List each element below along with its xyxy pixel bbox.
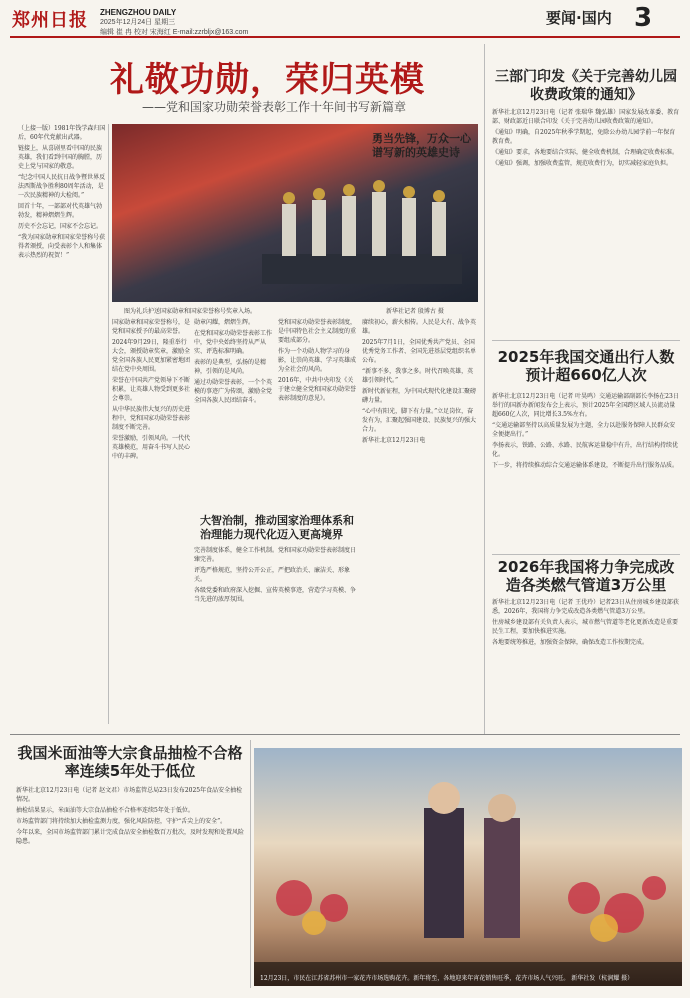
- flower-market-illustration: [254, 748, 682, 986]
- lead-paragraph: 从中华民族伟大复兴的历史进程中，党和国家功勋荣誉表彰制度不断完善。: [112, 406, 190, 431]
- lead-paragraph: 勋章闪耀，熠熠生辉。: [194, 319, 255, 326]
- lead-subhead: ——党和国家功勋荣誉表彰工作十年间书写新篇章: [142, 100, 407, 114]
- story-divider: [492, 554, 680, 555]
- right-story-1-title: 三部门印发《关于完善幼儿园收费政策的通知》: [495, 69, 677, 103]
- right-paragraph: 新华社北京12月23日电（记者 张瑞华 魏弘雄）国家发展改革委、教育部、财政部近日联合印发《关于完善幼儿园收费政策的通知》。: [492, 109, 680, 125]
- section-label: 要闻·国内: [546, 9, 612, 27]
- mid-subtitle-1: 大智治制，推动国家治理体系和治理能力现代化迈入更高境界: [200, 514, 354, 541]
- page-number: 3: [634, 3, 653, 33]
- right-paragraph: 新华社北京12月23日电（记者 王优玲）记者23日从住房城乡建设部获悉，2026年，我国将力争完成改造各类燃气管道3万公里。: [492, 599, 679, 615]
- flower-photo-caption-text: 12月23日，市民在江苏省苏州市一家花卉市场选购花卉。新年将至，各地迎来年宵花销售旺季，花卉市场人气兴旺。: [260, 975, 570, 982]
- lead-paragraph: “我为国家勋章和国家荣誉称号获得者颁授，向受表彰个人和集体表示热烈的祝贺！”: [18, 234, 106, 259]
- lead-photo-credit: 新华社记者 殷博古 摄: [386, 308, 444, 315]
- mid-dateline: 新华社北京12月23日电: [362, 437, 426, 444]
- masthead-email: E-mail:zzrbljx@163.com: [172, 29, 249, 36]
- right-paragraph: “交通运输部坚持以高质量发展为主题，全力以赴服务保障人民群众安全便捷出行。”: [492, 422, 676, 438]
- lead-column-2: [112, 318, 190, 730]
- flower-market-photo: [254, 748, 682, 986]
- bottom-paragraph: 新华社北京12月23日电（记者 赵文君）市场监管总局23日发布2025年食品安全抽检情况。: [16, 787, 243, 803]
- lead-paragraph: 党和国家功勋荣誉表彰制度，是中国特色社会主义制度的重要组成部分。: [278, 319, 357, 344]
- mid-paragraph: “新事不多，我事之多。时代召唤英雄，英雄引领时代。”: [362, 368, 474, 384]
- bottom-paragraph: 市场监管部门将持续加大抽检监测力度，强化风险防控，守护“舌尖上的安全”。: [16, 818, 227, 825]
- section-divider: [10, 734, 680, 735]
- lead-paragraph: 2024年9月29日，隆重举行大会，颁授勋章奖章，激励全党全国各族人民更加紧密地团结在党中央周围。: [112, 339, 190, 373]
- flower-photo-caption: [260, 974, 670, 983]
- mid-paragraph: “心中有阳光，脚下有力量。”立足岗位，奋发有为，汇聚起强国建设、民族复兴的强大合力。: [362, 408, 477, 433]
- masthead-en-name: ZHENGZHOU DAILY: [100, 8, 177, 17]
- right-paragraph: 《通知》要求，各地要结合实际，健全收费机制，合理确定收费标准。: [492, 149, 679, 156]
- lead-photo-caption: 图为礼兵护送国家勋章和国家荣誉称号奖章入场。: [124, 308, 257, 315]
- lead-paragraph: 表彰的是典型，弘扬的是精神，引领的是风尚。: [194, 359, 267, 375]
- lead-headline: 礼敬功勋，荣归英模: [110, 60, 425, 100]
- mid-body-2: [362, 318, 478, 718]
- right-paragraph: 《通知》明确，自2025年秋季学期起，免除公办幼儿园学前一年保育教育费。: [492, 129, 676, 145]
- lead-paragraph: “纪念中国人民抗日战争暨世界反法西斯战争胜利80周年活动，是一次民族精神的大检阅。”: [18, 174, 106, 199]
- right-paragraph: 《通知》强调，加强收费监管，规范收费行为，切实减轻家庭负担。: [492, 160, 673, 167]
- right-story-3-body: [492, 598, 680, 724]
- flower-photo-credit: 新华社发（杭润耀 摄）: [571, 975, 634, 982]
- top-rule: [10, 36, 680, 38]
- honor-guard-illustration: [262, 164, 462, 284]
- right-story-1-body: [492, 108, 680, 336]
- right-story-2-body: [492, 392, 680, 548]
- right-paragraph: 李扬表示，铁路、公路、水路、民航客运量稳中有升，出行结构持续优化。: [492, 442, 679, 458]
- lead-column-3: [194, 318, 274, 508]
- masthead-editor: 编辑 崔 冉 校对 宋海红: [100, 29, 171, 36]
- lead-paragraph: 链接上，从喜剧里看中国的民族英雄，我们看到中国的胸膛，历史上党与国家的敬意。: [18, 145, 103, 170]
- bottom-paragraph: 今年以来，全国市场监管部门累计完成食品安全抽检数百万批次，及时发现和处置风险隐患。: [16, 829, 245, 845]
- lead-column-4: [278, 318, 358, 508]
- mid-paragraph: 2025年7月1日，全国优秀共产党员、全国优秀党务工作者、全国先进基层党组织名单公布。: [362, 339, 477, 364]
- lead-paragraph: 在党和国家功勋荣誉表彰工作中，党中央始终坚持从严从实、评选标准明确。: [194, 330, 273, 355]
- mid-paragraph: 赓续初心，薪火相传。人民是大有、战争英雄。: [362, 319, 477, 335]
- lead-paragraph: 通过功勋荣誉表彰，一个个英模的事迹广为传颂，激励全党全国各族人民团结奋斗。: [194, 379, 273, 404]
- lead-paragraph: 国家勋章和国家荣誉称号，是党和国家授予的最高荣誉。: [112, 319, 190, 335]
- column-divider: [250, 740, 251, 988]
- mid-subtitle-2: 勇当先锋，万众一心谱写新的英雄史诗: [372, 132, 471, 159]
- mid-paragraph: 各级党委和政府深入挖掘、宣传英模事迹，营造学习英模、争当先进的浓厚氛围。: [194, 587, 357, 603]
- mid-paragraph: 新时代新征程，为中国式现代化建设汇聚磅礴力量。: [362, 388, 477, 404]
- story-divider: [492, 340, 680, 341]
- bottom-story-body: [16, 786, 246, 986]
- mid-body-1: [194, 546, 358, 726]
- lead-paragraph: 历史不会忘记，国家不会忘记。: [18, 223, 103, 230]
- column-divider: [108, 124, 109, 724]
- right-paragraph: 下一步，将持续推动综合交通运输体系建设，不断提升出行服务品质。: [492, 462, 679, 469]
- mid-paragraph: 完善制度体系，健全工作机制。党和国家功勋荣誉表彰制度日臻完善。: [194, 547, 357, 563]
- masthead-meta: [100, 8, 248, 38]
- lead-paragraph: 作为一个功勋人物学习的身影，让崇尚英雄、学习英雄成为全社会的风尚。: [278, 348, 357, 373]
- bottom-story-title: 我国米面油等大宗食品抽检不合格率连续5年处于低位: [17, 744, 243, 780]
- right-paragraph: 住房城乡建设部有关负责人表示，城市燃气管道等老化更新改造是重要民生工程，要加快推进实施。: [492, 619, 679, 635]
- right-story-3-title: 2026年我国将力争完成改造各类燃气管道3万公里: [497, 558, 675, 594]
- right-story-2-title: 2025年我国交通出行人数预计超660亿人次: [497, 348, 675, 384]
- mid-paragraph: 评选严格规范，坚持公开公正，严把政治关、廉洁关、形象关。: [194, 567, 351, 583]
- newspaper-logo: 郑州日报: [12, 10, 88, 31]
- lead-paragraph: （上接一版）1981年钱学森归国后，60年代党献出武器。: [18, 125, 106, 141]
- right-paragraph: 新华社北京12月23日电（记者 叶昊鸣）交通运输部副部长李扬在23日举行的国新办新闻发布会上表示，预计2025年全国跨区域人员流动量超660亿人次，同比增长3.5%左右。: [492, 393, 679, 418]
- lead-paragraph: 回首十年，一部部对代英雄气勃勃发，精神熠熠生辉。: [18, 203, 103, 219]
- lead-paragraph: 荣誉激励，引领风尚。一代代英雄模范，用奋斗书写人民心中的丰碑。: [112, 435, 190, 460]
- lead-paragraph: 荣誉在中国共产党领导下不断积累，让英雄人物受到更多社会尊崇。: [112, 377, 190, 402]
- column-divider: [484, 44, 485, 734]
- lead-column-1: [18, 124, 106, 724]
- bottom-paragraph: 抽检结果显示，米面油等大宗食品抽检不合格率连续5年处于低位。: [16, 807, 194, 814]
- lead-paragraph: 2016年，中共中央印发《关于建立健全党和国家功勋荣誉表彰制度的意见》。: [278, 377, 357, 402]
- right-paragraph: 各地要统筹推进，加强资金保障，确保改造工作按期完成。: [492, 639, 649, 646]
- masthead-date: 2025年12月24日 星期三: [100, 19, 176, 26]
